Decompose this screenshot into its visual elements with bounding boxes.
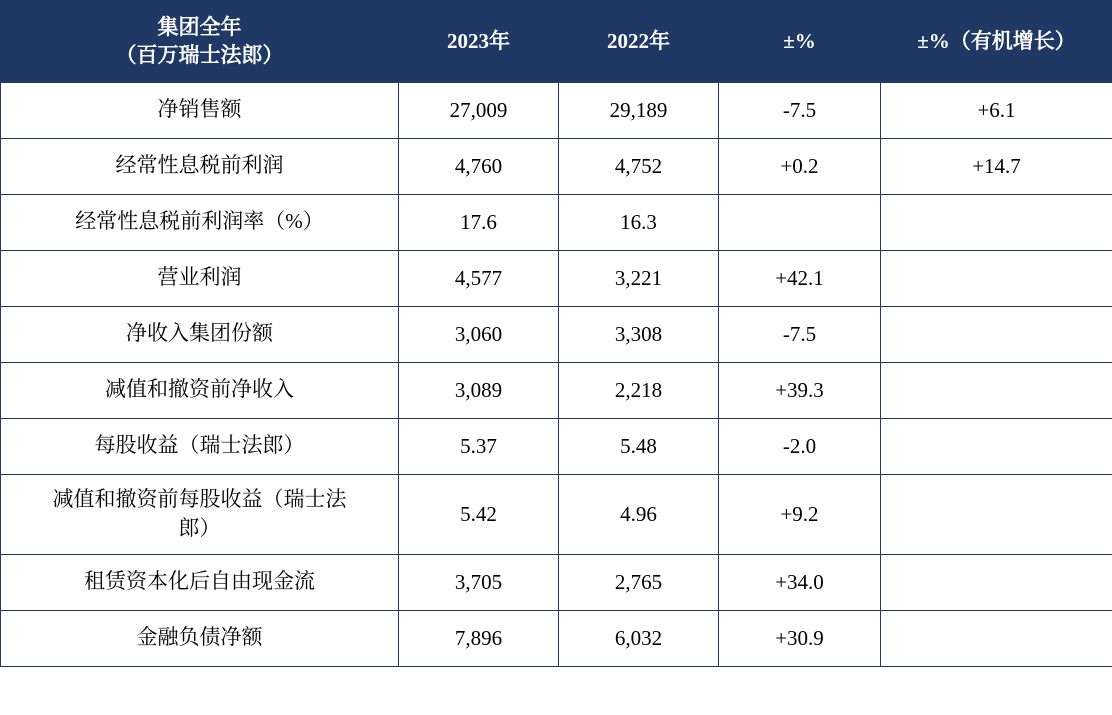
cell-2023: 5.42 xyxy=(399,474,559,554)
table-header xyxy=(1,1,1112,83)
row-label xyxy=(1,474,399,554)
table-row xyxy=(1,306,1112,362)
cell-2022: 4,752 xyxy=(559,138,719,194)
column-header-organic-growth: ±%（有机增长） xyxy=(881,1,1112,83)
table-body xyxy=(1,82,1112,666)
table-row xyxy=(1,250,1112,306)
cell-change-pct xyxy=(719,194,881,250)
row-label: 营业利润 xyxy=(1,250,399,306)
table-row xyxy=(1,138,1112,194)
row-label: 经常性息税前利润 xyxy=(1,138,399,194)
cell-2022: 2,765 xyxy=(559,554,719,610)
table-row xyxy=(1,82,1112,138)
column-header-2023: 2023年 xyxy=(399,1,559,83)
cell-organic-growth: +14.7 xyxy=(881,138,1112,194)
table-row xyxy=(1,194,1112,250)
cell-organic-growth xyxy=(881,250,1112,306)
table-row xyxy=(1,362,1112,418)
cell-change-pct: -7.5 xyxy=(719,306,881,362)
cell-2023: 7,896 xyxy=(399,610,559,666)
row-label: 租赁资本化后自由现金流 xyxy=(1,554,399,610)
column-header-change-pct: ±% xyxy=(719,1,881,83)
table-header-row xyxy=(1,1,1112,83)
cell-change-pct: -2.0 xyxy=(719,418,881,474)
cell-organic-growth xyxy=(881,610,1112,666)
cell-2023: 27,009 xyxy=(399,82,559,138)
cell-organic-growth xyxy=(881,554,1112,610)
column-header-2022: 2022年 xyxy=(559,1,719,83)
row-label-line2: 郎） xyxy=(178,516,221,541)
row-label: 每股收益（瑞士法郎） xyxy=(1,418,399,474)
cell-2022: 6,032 xyxy=(559,610,719,666)
cell-2022: 3,308 xyxy=(559,306,719,362)
cell-2022: 3,221 xyxy=(559,250,719,306)
table-row xyxy=(1,474,1112,554)
cell-organic-growth xyxy=(881,194,1112,250)
cell-2023: 4,577 xyxy=(399,250,559,306)
cell-2023: 3,089 xyxy=(399,362,559,418)
table-row xyxy=(1,418,1112,474)
cell-2022: 16.3 xyxy=(559,194,719,250)
row-label: 金融负债净额 xyxy=(1,610,399,666)
cell-2023: 5.37 xyxy=(399,418,559,474)
cell-change-pct: +39.3 xyxy=(719,362,881,418)
table-row xyxy=(1,554,1112,610)
cell-change-pct: +9.2 xyxy=(719,474,881,554)
cell-organic-growth xyxy=(881,362,1112,418)
column-header-metric-line1: 集团全年 xyxy=(157,15,242,39)
cell-organic-growth xyxy=(881,306,1112,362)
row-label: 经常性息税前利润率（%） xyxy=(1,194,399,250)
column-header-metric xyxy=(1,1,399,83)
cell-2022: 2,218 xyxy=(559,362,719,418)
cell-change-pct: +0.2 xyxy=(719,138,881,194)
cell-organic-growth xyxy=(881,418,1112,474)
cell-change-pct: +30.9 xyxy=(719,610,881,666)
column-header-metric-line2: （百万瑞士法郎） xyxy=(115,43,284,68)
cell-organic-growth xyxy=(881,474,1112,554)
row-label: 净销售额 xyxy=(1,82,399,138)
cell-2022: 4.96 xyxy=(559,474,719,554)
cell-change-pct: +42.1 xyxy=(719,250,881,306)
cell-2023: 3,705 xyxy=(399,554,559,610)
row-label-line1: 减值和撤资前每股收益（瑞士法 xyxy=(52,486,347,511)
cell-2023: 4,760 xyxy=(399,138,559,194)
cell-2023: 3,060 xyxy=(399,306,559,362)
table-row xyxy=(1,610,1112,666)
cell-organic-growth: +6.1 xyxy=(881,82,1112,138)
cell-change-pct: -7.5 xyxy=(719,82,881,138)
row-label: 减值和撤资前净收入 xyxy=(1,362,399,418)
cell-2023: 17.6 xyxy=(399,194,559,250)
cell-2022: 5.48 xyxy=(559,418,719,474)
cell-change-pct: +34.0 xyxy=(719,554,881,610)
row-label: 净收入集团份额 xyxy=(1,306,399,362)
cell-2022: 29,189 xyxy=(559,82,719,138)
